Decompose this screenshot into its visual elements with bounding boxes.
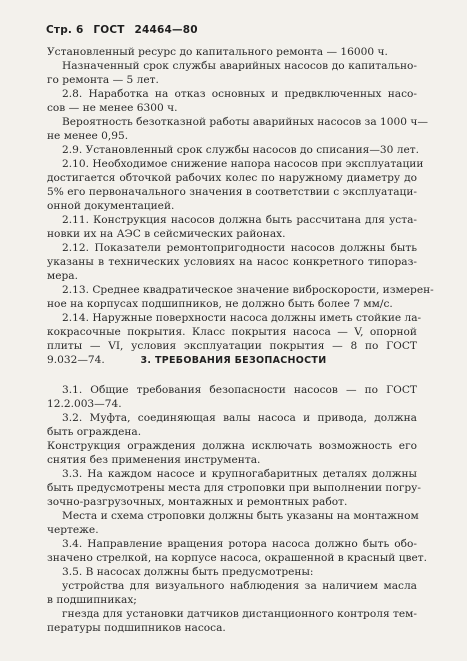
text-line: Конструкция ограждения должна исключать возможность его [47,440,417,452]
text-line: снятия без применения инструмента. [47,454,261,466]
text-line: 3.2. Муфта, соединяющая валы насоса и привода, должна [62,412,417,424]
text-line: мера. [47,270,78,282]
text-line: в подшипниках; [47,594,137,606]
text-line: го ремонта — 5 лет. [47,74,159,86]
text-line: Места и схема строповки должны быть указаны на монтажном [62,510,419,522]
text-line: 2.13. Среднее квадратическое значение виброскорости, измерен- [62,284,434,296]
text-line: 2.10. Необходимое снижение напора насосов при эксплуатации [62,158,424,170]
text-line: сов — не менее 6300 ч. [47,102,178,114]
text-line: быть ограждена. [47,426,142,438]
text-line: указаны в технических условиях на насос конкретного типораз- [47,256,417,268]
text-line: быть предусмотрены места для строповки при выполнении погру- [47,482,421,494]
text-line: чертеже. [47,524,99,536]
text-line: ное на корпусах подшипников, не должно быть более 7 мм/с. [47,298,393,310]
text-line: не менее 0,95. [47,130,129,142]
text-line: 3.4. Направление вращения ротора насоса должно быть обо- [62,538,417,550]
text-line: пературы подшипников насоса. [47,622,226,634]
page-header [46,24,204,36]
text-line: достигается обточкой рабочих колес по наружному диаметру до [47,172,417,184]
text-line: онной документацией. [47,200,175,212]
text-line: зочно-разгрузочных, монтажных и ремонтных работ. [47,496,348,508]
text-line: новки их на АЭС в сейсмических районах. [47,228,286,240]
text-line: Вероятность безотказной работы аварийных насосов за 1000 ч— [62,116,428,128]
text-line: 3.5. В насосах должны быть предусмотрены: [62,566,314,578]
text-line: Назначенный срок службы аварийных насосов до капитально- [62,60,417,72]
text-line: 3.1. Общие требования безопасности насосов — по ГОСТ [62,384,417,396]
text-line: 2.11. Конструкция насосов должна быть рассчитана для уста- [62,214,417,226]
page-number: Стр. 6 [46,24,84,36]
standard-label: ГОСТ [93,24,125,36]
text-line: 9.032—74. [47,354,105,366]
section-title: 3. ТРЕБОВАНИЯ БЕЗОПАСНОСТИ [140,355,327,366]
text-line: устройства для визуального наблюдения за наличием масла [62,580,417,592]
text-line: кокрасочные покрытия. Класс покрытия насоса — V, опорной [47,326,417,338]
text-line: 12.2.003—74. [47,398,122,410]
text-line: 3.3. На каждом насосе и крупногабаритных деталях должны [62,468,417,480]
text-line: 2.12. Показатели ремонтопригодности насосов должны быть [62,242,417,254]
text-line: 5% его первоначального значения в соответствии с эксплуатаци- [47,186,417,198]
text-line: гнезда для установки датчиков дистанционного контроля тем- [62,608,417,620]
text-line: плиты — VI, условия эксплуатации покрытия — 8 по ГОСТ [47,340,417,352]
text-line: 2.14. Наружные поверхности насоса должны иметь стойкие ла- [62,312,422,324]
text-line: значено стрелкой, на корпусе насоса, окрашенной в красный цвет. [47,552,427,564]
text-line: 2.9. Установленный срок службы насосов до списания—30 лет. [62,144,420,156]
text-line: 2.8. Наработка на отказ основных и предвключенных насо- [62,88,417,100]
text-line: Установленный ресурс до капитального ремонта — 16000 ч. [47,46,388,58]
standard-number: 24464—80 [134,24,198,36]
